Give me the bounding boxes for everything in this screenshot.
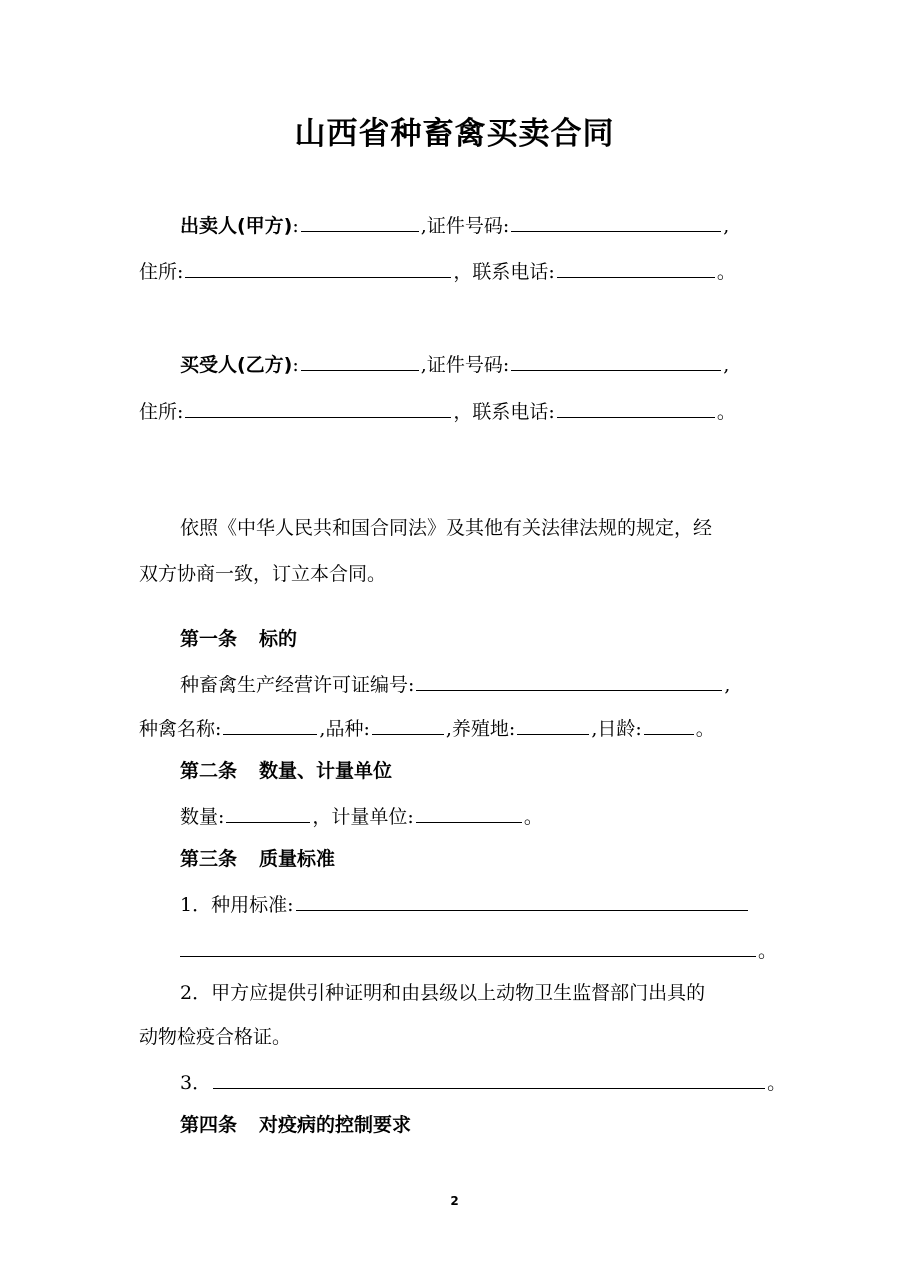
seller-address-blank[interactable] xyxy=(185,257,451,278)
seller-phone-blank[interactable] xyxy=(557,257,715,278)
unit-label: ，计量单位: xyxy=(312,806,414,828)
page-number: 2 xyxy=(450,1194,459,1208)
buyer-line: 买受人(乙方): ,证件号码: , xyxy=(180,350,729,376)
poultry-name-blank[interactable] xyxy=(223,714,317,735)
buyer-phone-label: ，联系电话: xyxy=(453,401,555,423)
buyer-name-blank[interactable] xyxy=(301,350,419,371)
preamble-line-1: 依照《中华人民共和国合同法》及其他有关法律法规的规定，经 xyxy=(180,517,713,539)
quality-item-3-line: 3． 。 xyxy=(180,1068,786,1094)
article-3-heading: 第三条 质量标准 xyxy=(180,848,336,870)
quantity-label: 数量: xyxy=(180,806,225,828)
contract-title: 山西省种畜禽买卖合同 xyxy=(294,116,615,152)
quality-item-3-blank[interactable] xyxy=(213,1068,765,1089)
buyer-id-blank[interactable] xyxy=(511,350,721,371)
license-line: 种畜禽生产经营许可证编号: , xyxy=(180,670,730,696)
preamble-line-2: 双方协商一致，订立本合同。 xyxy=(139,563,387,585)
seller-name-blank[interactable] xyxy=(301,211,419,232)
quality-item-2-line-1: 2．甲方应提供引种证明和由县级以上动物卫生监督部门出具的 xyxy=(180,982,706,1004)
seller-address-line: 住所: ，联系电话: 。 xyxy=(139,257,736,283)
license-blank[interactable] xyxy=(416,670,722,691)
farm-label: ,养殖地: xyxy=(445,718,516,740)
quality-item-3-label: 3． xyxy=(180,1072,212,1094)
quality-item-2-line-2: 动物检疫合格证。 xyxy=(139,1026,292,1048)
poultry-name-label: 种禽名称: xyxy=(139,718,222,740)
quality-item-1-blank-2[interactable] xyxy=(180,936,756,957)
buyer-phone-blank[interactable] xyxy=(557,397,715,418)
seller-label: 出卖人(甲方) xyxy=(180,215,293,237)
age-blank[interactable] xyxy=(644,714,694,735)
quality-item-1-blank[interactable] xyxy=(296,890,748,911)
farm-blank[interactable] xyxy=(517,714,589,735)
article-2-heading: 第二条 数量、计量单位 xyxy=(180,760,393,782)
seller-phone-label: ，联系电话: xyxy=(453,261,555,283)
quality-item-1-continuation: 。 xyxy=(180,936,777,962)
license-label: 种畜禽生产经营许可证编号: xyxy=(180,674,415,696)
breed-blank[interactable] xyxy=(372,714,444,735)
quality-item-1-line xyxy=(180,890,750,916)
poultry-details-line: 种禽名称: ,品种: ,养殖地: ,日龄: 。 xyxy=(139,714,715,740)
seller-id-blank[interactable] xyxy=(511,211,721,232)
seller-id-label: ,证件号码: xyxy=(420,215,510,237)
unit-blank[interactable] xyxy=(416,802,522,823)
article-1-heading: 第一条 标的 xyxy=(180,628,298,650)
breed-label: ,品种: xyxy=(319,718,370,740)
quality-item-1-label: 1．种用标准: xyxy=(180,894,294,916)
quantity-blank[interactable] xyxy=(226,802,310,823)
age-label: ,日龄: xyxy=(591,718,642,740)
buyer-address-label: 住所: xyxy=(139,401,184,423)
seller-address-label: 住所: xyxy=(139,261,184,283)
buyer-address-line: 住所: ，联系电话: 。 xyxy=(139,397,736,423)
seller-line: 出卖人(甲方): ,证件号码: , xyxy=(180,211,729,237)
buyer-id-label: ,证件号码: xyxy=(420,354,510,376)
buyer-address-blank[interactable] xyxy=(185,397,451,418)
article-4-heading: 第四条 对疫病的控制要求 xyxy=(180,1114,412,1136)
buyer-label: 买受人(乙方) xyxy=(180,354,293,376)
quantity-line: 数量: ，计量单位: 。 xyxy=(180,802,543,828)
